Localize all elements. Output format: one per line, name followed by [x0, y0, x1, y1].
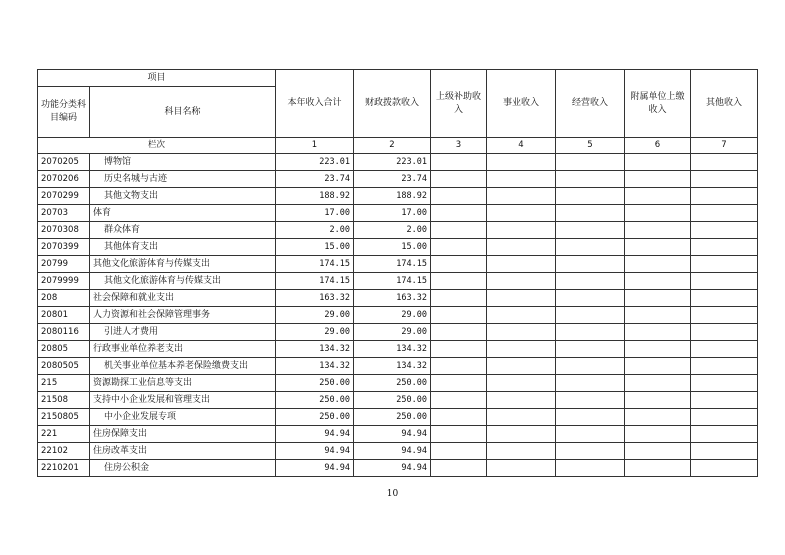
col-header-superior: 上级补助收入 — [431, 70, 487, 138]
subject-code-cell: 22102 — [38, 443, 90, 460]
superior-subsidy-cell — [431, 171, 487, 188]
subject-name-cell: 其他体育支出 — [90, 239, 276, 256]
fiscal-income-cell: 134.32 — [354, 341, 431, 358]
other-income-cell — [691, 443, 758, 460]
table-row — [38, 154, 758, 171]
fiscal-income-cell: 174.15 — [354, 256, 431, 273]
other-income-cell — [691, 171, 758, 188]
subject-name-cell: 支持中小企业发展和管理支出 — [90, 392, 276, 409]
total-income-cell: 23.74 — [276, 171, 354, 188]
fiscal-income-cell: 29.00 — [354, 324, 431, 341]
superior-subsidy-cell — [431, 205, 487, 222]
operating-income-cell — [556, 426, 625, 443]
col-header-fiscal: 财政拨款收入 — [354, 70, 431, 138]
fiscal-income-cell: 94.94 — [354, 460, 431, 477]
operating-income-cell — [556, 273, 625, 290]
col-index: 4 — [487, 138, 556, 154]
fiscal-income-cell: 17.00 — [354, 205, 431, 222]
total-income-cell: 174.15 — [276, 256, 354, 273]
subject-code-cell: 2070399 — [38, 239, 90, 256]
operating-income-cell — [556, 188, 625, 205]
affiliated-income-cell — [625, 188, 691, 205]
affiliated-income-cell — [625, 460, 691, 477]
subject-name-cell: 住房保障支出 — [90, 426, 276, 443]
other-income-cell — [691, 222, 758, 239]
affiliated-income-cell — [625, 205, 691, 222]
subject-code-cell: 2080116 — [38, 324, 90, 341]
subject-name-cell: 体育 — [90, 205, 276, 222]
business-income-cell — [487, 460, 556, 477]
other-income-cell — [691, 358, 758, 375]
subject-name-cell: 社会保障和就业支出 — [90, 290, 276, 307]
subject-code-cell: 208 — [38, 290, 90, 307]
business-income-cell — [487, 188, 556, 205]
table-row — [38, 205, 758, 222]
superior-subsidy-cell — [431, 154, 487, 171]
other-income-cell — [691, 273, 758, 290]
other-income-cell — [691, 239, 758, 256]
fiscal-income-cell: 29.00 — [354, 307, 431, 324]
table-row — [38, 460, 758, 477]
superior-subsidy-cell — [431, 375, 487, 392]
page-number: 10 — [386, 489, 399, 499]
table-row — [38, 392, 758, 409]
table-row — [38, 443, 758, 460]
superior-subsidy-cell — [431, 188, 487, 205]
col-header-operating: 经营收入 — [556, 70, 625, 138]
superior-subsidy-cell — [431, 290, 487, 307]
column-index-row — [38, 138, 758, 154]
subject-code-cell: 20703 — [38, 205, 90, 222]
subject-name-cell: 资源勘探工业信息等支出 — [90, 375, 276, 392]
table-row — [38, 307, 758, 324]
total-income-cell: 250.00 — [276, 375, 354, 392]
other-income-cell — [691, 290, 758, 307]
other-income-cell — [691, 460, 758, 477]
col-header-other: 其他收入 — [691, 70, 758, 138]
total-income-cell: 134.32 — [276, 358, 354, 375]
superior-subsidy-cell — [431, 341, 487, 358]
affiliated-income-cell — [625, 273, 691, 290]
col-index: 1 — [276, 138, 354, 154]
subject-code-cell: 2070299 — [38, 188, 90, 205]
other-income-cell — [691, 324, 758, 341]
superior-subsidy-cell — [431, 409, 487, 426]
fiscal-income-cell: 250.00 — [354, 392, 431, 409]
subject-name-cell: 中小企业发展专项 — [90, 409, 276, 426]
total-income-cell: 223.01 — [276, 154, 354, 171]
affiliated-income-cell — [625, 324, 691, 341]
fiscal-income-cell: 250.00 — [354, 409, 431, 426]
subject-code-cell: 221 — [38, 426, 90, 443]
affiliated-income-cell — [625, 409, 691, 426]
operating-income-cell — [556, 307, 625, 324]
operating-income-cell — [556, 460, 625, 477]
func-code-header: 功能分类科目编码 — [38, 87, 90, 138]
subject-name-cell: 博物馆 — [90, 154, 276, 171]
other-income-cell — [691, 205, 758, 222]
subject-code-cell: 2070205 — [38, 154, 90, 171]
operating-income-cell — [556, 392, 625, 409]
subject-code-cell: 20801 — [38, 307, 90, 324]
business-income-cell — [487, 358, 556, 375]
table-row — [38, 273, 758, 290]
subject-code-cell: 2150805 — [38, 409, 90, 426]
fiscal-income-cell: 94.94 — [354, 426, 431, 443]
fiscal-income-cell: 250.00 — [354, 375, 431, 392]
table-row — [38, 324, 758, 341]
other-income-cell — [691, 426, 758, 443]
superior-subsidy-cell — [431, 324, 487, 341]
affiliated-income-cell — [625, 154, 691, 171]
subject-code-cell: 215 — [38, 375, 90, 392]
business-income-cell — [487, 290, 556, 307]
subject-code-cell: 2080505 — [38, 358, 90, 375]
affiliated-income-cell — [625, 290, 691, 307]
subject-name-cell: 住房改革支出 — [90, 443, 276, 460]
subject-name-cell: 历史名城与古迹 — [90, 171, 276, 188]
affiliated-income-cell — [625, 426, 691, 443]
business-income-cell — [487, 324, 556, 341]
subject-name-cell: 行政事业单位养老支出 — [90, 341, 276, 358]
business-income-cell — [487, 375, 556, 392]
table-row — [38, 222, 758, 239]
income-table — [37, 69, 758, 477]
operating-income-cell — [556, 358, 625, 375]
business-income-cell — [487, 256, 556, 273]
fiscal-income-cell: 23.74 — [354, 171, 431, 188]
operating-income-cell — [556, 324, 625, 341]
col-index: 7 — [691, 138, 758, 154]
fiscal-income-cell: 94.94 — [354, 443, 431, 460]
operating-income-cell — [556, 290, 625, 307]
subject-code-cell: 21508 — [38, 392, 90, 409]
superior-subsidy-cell — [431, 307, 487, 324]
operating-income-cell — [556, 409, 625, 426]
fiscal-income-cell: 223.01 — [354, 154, 431, 171]
col-header-business: 事业收入 — [487, 70, 556, 138]
subject-name-cell: 群众体育 — [90, 222, 276, 239]
other-income-cell — [691, 341, 758, 358]
superior-subsidy-cell — [431, 358, 487, 375]
business-income-cell — [487, 443, 556, 460]
fiscal-income-cell: 188.92 — [354, 188, 431, 205]
other-income-cell — [691, 375, 758, 392]
business-income-cell — [487, 171, 556, 188]
subject-code-cell: 2079999 — [38, 273, 90, 290]
total-income-cell: 188.92 — [276, 188, 354, 205]
affiliated-income-cell — [625, 358, 691, 375]
total-income-cell: 134.32 — [276, 341, 354, 358]
affiliated-income-cell — [625, 443, 691, 460]
superior-subsidy-cell — [431, 443, 487, 460]
subject-name-cell: 其他文物支出 — [90, 188, 276, 205]
fiscal-income-cell: 163.32 — [354, 290, 431, 307]
business-income-cell — [487, 307, 556, 324]
operating-income-cell — [556, 171, 625, 188]
affiliated-income-cell — [625, 239, 691, 256]
other-income-cell — [691, 256, 758, 273]
other-income-cell — [691, 307, 758, 324]
superior-subsidy-cell — [431, 256, 487, 273]
table-row — [38, 341, 758, 358]
operating-income-cell — [556, 341, 625, 358]
table-row — [38, 409, 758, 426]
total-income-cell: 94.94 — [276, 443, 354, 460]
operating-income-cell — [556, 222, 625, 239]
subject-name-cell: 其他文化旅游体育与传媒支出 — [90, 273, 276, 290]
table-row — [38, 375, 758, 392]
col-header-total: 本年收入合计 — [276, 70, 354, 138]
table-row — [38, 171, 758, 188]
affiliated-income-cell — [625, 375, 691, 392]
operating-income-cell — [556, 256, 625, 273]
operating-income-cell — [556, 443, 625, 460]
table-row — [38, 256, 758, 273]
table-row — [38, 290, 758, 307]
business-income-cell — [487, 222, 556, 239]
col-index: 2 — [354, 138, 431, 154]
subject-code-cell: 2070308 — [38, 222, 90, 239]
subject-name-cell: 引进人才费用 — [90, 324, 276, 341]
subject-name-cell: 机关事业单位基本养老保险缴费支出 — [90, 358, 276, 375]
total-income-cell: 163.32 — [276, 290, 354, 307]
superior-subsidy-cell — [431, 392, 487, 409]
subject-code-cell: 20805 — [38, 341, 90, 358]
superior-subsidy-cell — [431, 273, 487, 290]
total-income-cell: 2.00 — [276, 222, 354, 239]
business-income-cell — [487, 273, 556, 290]
superior-subsidy-cell — [431, 239, 487, 256]
business-income-cell — [487, 205, 556, 222]
subject-name-cell: 住房公积金 — [90, 460, 276, 477]
table-row — [38, 426, 758, 443]
total-income-cell: 94.94 — [276, 426, 354, 443]
col-index: 3 — [431, 138, 487, 154]
superior-subsidy-cell — [431, 460, 487, 477]
other-income-cell — [691, 409, 758, 426]
subject-code-cell: 2070206 — [38, 171, 90, 188]
fiscal-income-cell: 15.00 — [354, 239, 431, 256]
operating-income-cell — [556, 205, 625, 222]
col-index: 6 — [625, 138, 691, 154]
affiliated-income-cell — [625, 222, 691, 239]
subject-name-cell: 人力资源和社会保障管理事务 — [90, 307, 276, 324]
subject-name-cell: 其他文化旅游体育与传媒支出 — [90, 256, 276, 273]
total-income-cell: 250.00 — [276, 409, 354, 426]
business-income-cell — [487, 426, 556, 443]
affiliated-income-cell — [625, 341, 691, 358]
table-row — [38, 358, 758, 375]
total-income-cell: 29.00 — [276, 324, 354, 341]
subject-code-cell: 2210201 — [38, 460, 90, 477]
operating-income-cell — [556, 375, 625, 392]
subject-name-header: 科目名称 — [90, 87, 276, 138]
fiscal-income-cell: 174.15 — [354, 273, 431, 290]
total-income-cell: 15.00 — [276, 239, 354, 256]
total-income-cell: 250.00 — [276, 392, 354, 409]
operating-income-cell — [556, 239, 625, 256]
col-index: 5 — [556, 138, 625, 154]
table-row — [38, 239, 758, 256]
other-income-cell — [691, 154, 758, 171]
superior-subsidy-cell — [431, 222, 487, 239]
operating-income-cell — [556, 154, 625, 171]
total-income-cell: 174.15 — [276, 273, 354, 290]
business-income-cell — [487, 392, 556, 409]
project-header: 项目 — [38, 70, 276, 87]
fiscal-income-cell: 134.32 — [354, 358, 431, 375]
affiliated-income-cell — [625, 171, 691, 188]
affiliated-income-cell — [625, 256, 691, 273]
col-row-label: 栏次 — [38, 138, 276, 154]
col-header-affiliated: 附属单位上缴收入 — [625, 70, 691, 138]
business-income-cell — [487, 154, 556, 171]
superior-subsidy-cell — [431, 426, 487, 443]
total-income-cell: 17.00 — [276, 205, 354, 222]
business-income-cell — [487, 409, 556, 426]
table-row — [38, 188, 758, 205]
business-income-cell — [487, 341, 556, 358]
subject-code-cell: 20799 — [38, 256, 90, 273]
other-income-cell — [691, 188, 758, 205]
affiliated-income-cell — [625, 307, 691, 324]
total-income-cell: 94.94 — [276, 460, 354, 477]
fiscal-income-cell: 2.00 — [354, 222, 431, 239]
affiliated-income-cell — [625, 392, 691, 409]
business-income-cell — [487, 239, 556, 256]
total-income-cell: 29.00 — [276, 307, 354, 324]
other-income-cell — [691, 392, 758, 409]
